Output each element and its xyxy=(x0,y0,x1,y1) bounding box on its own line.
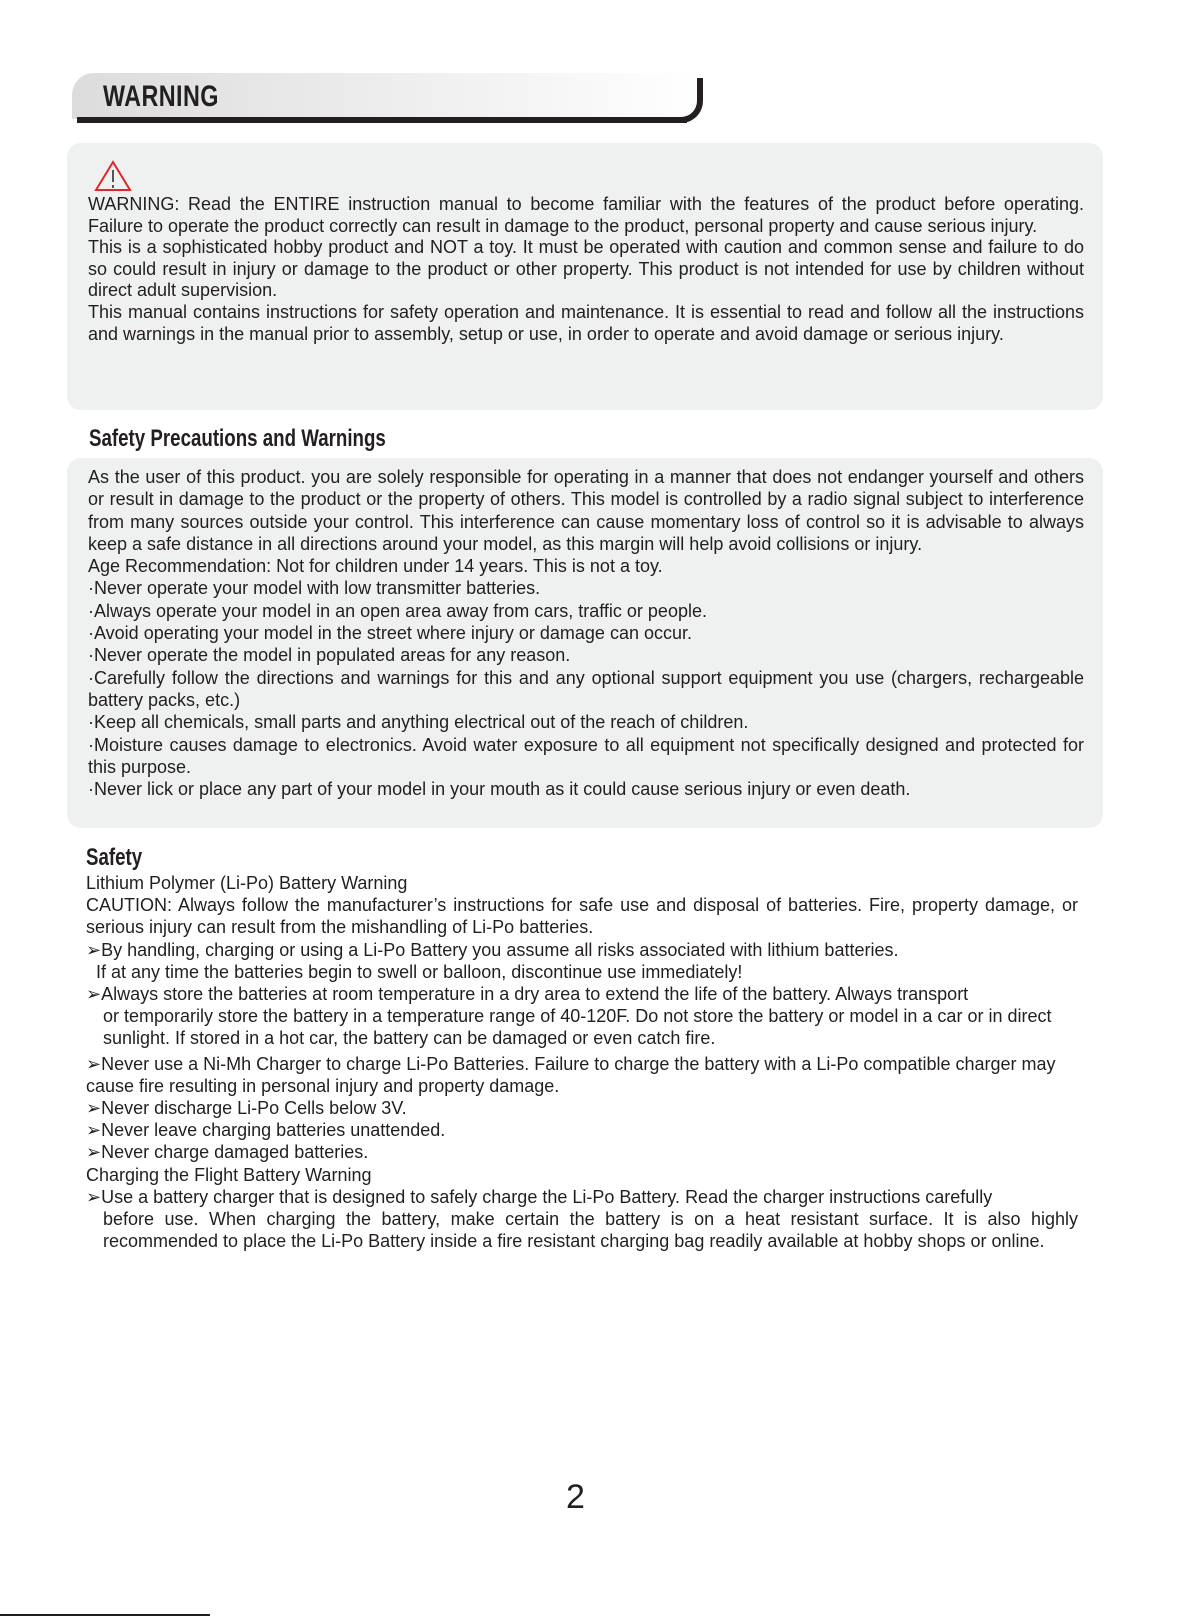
safety-item: ➢Never use a Ni-Mh Charger to charge Li-Po Batteries. Failure to charge the battery with a Li-Po compatible charger may cause fire resulting in personal injury and property damage. xyxy=(86,1053,1056,1096)
safety-item: ➢Always store the batteries at room temperature in a dry area to extend the life of the battery. Always transport xyxy=(86,984,969,1005)
safety-item: ➢Never leave charging batteries unattended. xyxy=(86,1120,446,1141)
precaution-item: ·Carefully follow the directions and warnings for this and any optional support equipment you use (chargers, rechargeable battery packs, etc.) xyxy=(88,667,1084,710)
precaution-item: ·Always operate your model in an open area away from cars, traffic or people. xyxy=(88,600,707,621)
precaution-item: ·Avoid operating your model in the street where injury or damage can occur. xyxy=(88,623,692,644)
page-title: WARNING xyxy=(103,80,219,113)
footer-rule xyxy=(0,1614,210,1616)
warning-text xyxy=(88,194,1084,345)
precautions-heading: Safety Precautions and Warnings xyxy=(89,425,386,452)
warning-paragraph: WARNING: Read the ENTIRE instruction manual to become familiar with the features of the product before operating. Failure to operate the product correctly can result in damage to the product, personal property and cause serious injury. xyxy=(88,194,1084,236)
warning-triangle-icon xyxy=(94,160,132,192)
precaution-item: As the user of this product. you are solely responsible for operating in a manner that does not endanger yourself and others or result in damage to the product or the property of others. This model is controlled by a radio signal subject to interference from many sources outside your control. This interference can cause momentary loss of control so it is advisable to always keep a safe distance in all directions around your model, as this margin will help avoid collisions or injury. xyxy=(88,467,1084,554)
safety-text xyxy=(86,872,1078,1252)
safety-subtitle: Charging the Flight Battery Warning xyxy=(86,1164,372,1185)
safety-item: ➢Never charge damaged batteries. xyxy=(86,1142,369,1163)
safety-item: ➢Never discharge Li-Po Cells below 3V. xyxy=(86,1098,407,1119)
safety-item: or temporarily store the battery in a temperature range of 40-120F. Do not store the battery or model in a car or in direct sunlight. If stored in a hot car, the battery can be damaged or even catch fire. xyxy=(103,1006,1052,1049)
warning-paragraph: This is a sophisticated hobby product and NOT a toy. It must be operated with caution and common sense and failure to do so could result in injury or damage to the product or other property. This product is not intended for use by children without direct adult supervision. xyxy=(88,237,1084,301)
safety-heading: Safety xyxy=(86,844,143,871)
precaution-item: ·Never operate the model in populated areas for any reason. xyxy=(88,645,571,666)
safety-item: ➢Use a battery charger that is designed to safely charge the Li-Po Battery. Read the charger instructions carefully xyxy=(86,1186,993,1207)
safety-item: ➢By handling, charging or using a Li-Po Battery you assume all risks associated with lithium batteries. xyxy=(86,939,899,960)
precaution-item: Age Recommendation: Not for children under 14 years. This is not a toy. xyxy=(88,556,663,577)
precaution-item: ·Never operate your model with low transmitter batteries. xyxy=(88,578,541,599)
warning-paragraph: This manual contains instructions for safety operation and maintenance. It is essential to read and follow all the instructions and warnings in the manual prior to assembly, setup or use, in order to operate and avoid damage or serious injury. xyxy=(88,301,1084,344)
page-number: 2 xyxy=(566,1478,585,1516)
precautions-text xyxy=(88,466,1084,800)
safety-item: If at any time the batteries begin to swell or balloon, discontinue use immediately! xyxy=(96,961,743,982)
precaution-item: ·Keep all chemicals, small parts and anything electrical out of the reach of children. xyxy=(88,712,749,733)
safety-item: before use. When charging the battery, make certain the battery is on a heat resistant surface. It is also highly recommended to place the Li-Po Battery inside a fire resistant charging bag readily available at hobby shops or online. xyxy=(103,1209,1078,1252)
precaution-item: ·Moisture causes damage to electronics. Avoid water exposure to all equipment not specifically designed and protected for this purpose. xyxy=(88,734,1084,777)
safety-subtitle: Lithium Polymer (Li-Po) Battery Warning xyxy=(86,873,408,893)
header-underline xyxy=(77,117,687,123)
safety-caution: CAUTION: Always follow the manufacturer’s instructions for safe use and disposal of batteries. Fire, property damage, or serious injury can result from the mishandling of Li-Po batteries. xyxy=(86,895,1078,938)
precaution-item: ·Never lick or place any part of your model in your mouth as it could cause serious injury or even death. xyxy=(88,779,911,800)
